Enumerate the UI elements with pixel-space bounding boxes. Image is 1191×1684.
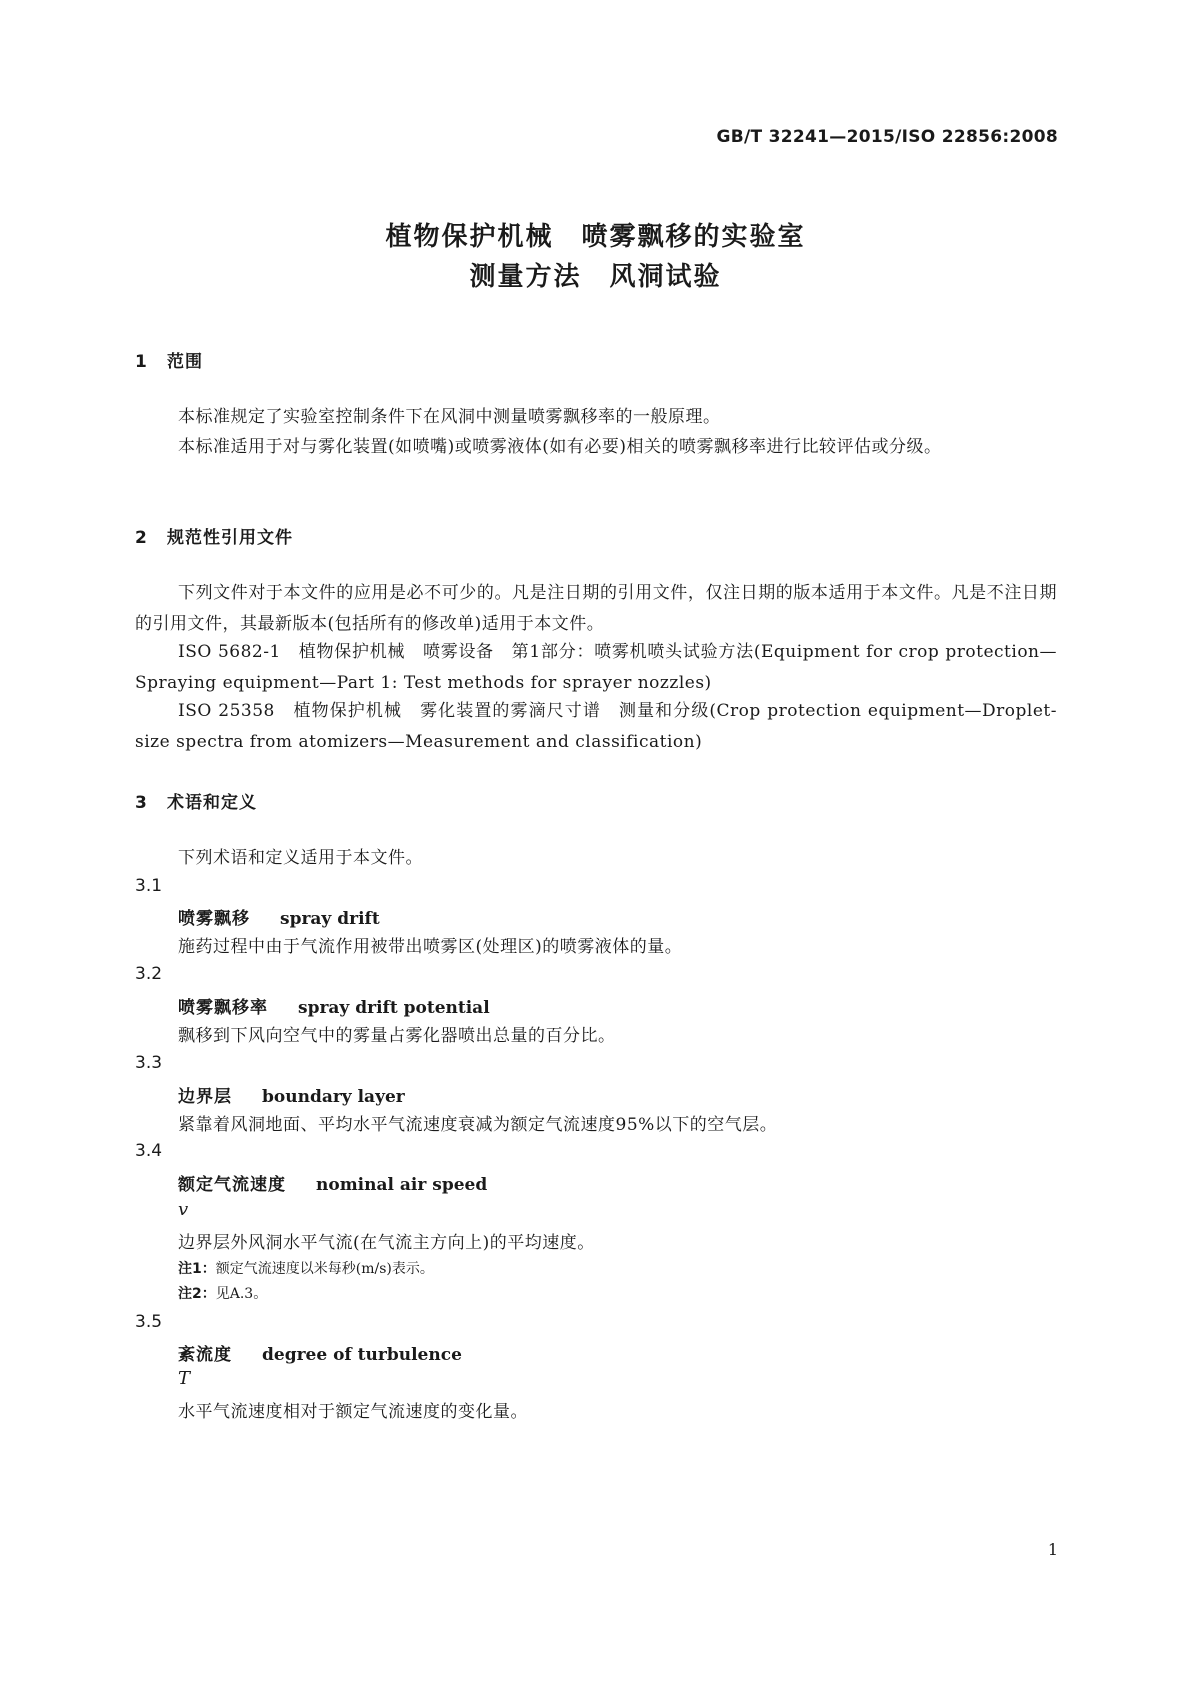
- note-text: 见A.3。: [215, 1286, 268, 1302]
- section-2-heading: [135, 523, 293, 548]
- standard-code: GB/T 32241—2015/ISO 22856:2008: [716, 127, 1058, 147]
- title-line-2: 测量方法 风洞试验: [469, 262, 722, 292]
- section-3-heading: [135, 788, 257, 813]
- term-definition: 紧靠着风洞地面、平均水平气流速度衰减为额定气流速度95%以下的空气层。: [178, 1115, 778, 1135]
- section-title: 术语和定义: [167, 793, 257, 813]
- term-cn: 边界层: [178, 1087, 232, 1107]
- term-definition: 飘移到下风向空气中的雾量占雾化器喷出总量的百分比。: [178, 1026, 616, 1046]
- reference-iso-5682-1: ISO 5682-1 植物保护机械 喷雾设备 第1部分：喷雾机喷头试验方法(Equipment for crop protection—Spraying equipment—Part 1: Test methods for sprayer nozzles): [135, 642, 1057, 693]
- term-number: 3.1: [135, 876, 163, 896]
- term-en: degree of turbulence: [262, 1345, 462, 1365]
- term-en: spray drift: [280, 909, 380, 929]
- section-title: 范围: [167, 352, 203, 372]
- page-number: 1: [1047, 1540, 1058, 1559]
- term-heading: [178, 1082, 405, 1107]
- term-definition: 施药过程中由于气流作用被带出喷雾区(处理区)的喷雾液体的量。: [178, 937, 683, 957]
- term-definition: 边界层外风洞水平气流(在气流主方向上)的平均速度。: [178, 1233, 595, 1253]
- term-cn: 额定气流速度: [178, 1175, 286, 1195]
- note-label: 注2：: [178, 1286, 216, 1302]
- reference-iso-25358: ISO 25358 植物保护机械 雾化装置的雾滴尺寸谱 测量和分级(Crop protection equipment—Droplet-size spectra from atomizers—Measurement and classification): [135, 701, 1057, 752]
- term-en: boundary layer: [262, 1087, 405, 1107]
- section-number: 3: [135, 793, 148, 813]
- term-number: 3.3: [135, 1053, 163, 1073]
- scope-paragraph-2: 本标准适用于对与雾化装置(如喷嘴)或喷雾液体(如有必要)相关的喷雾飘移率进行比较评估或分级。: [178, 437, 942, 457]
- section-1-heading: [135, 347, 203, 372]
- term-number: 3.4: [135, 1141, 163, 1161]
- term-definition: 水平气流速度相对于额定气流速度的变化量。: [178, 1402, 528, 1422]
- section-title: 规范性引用文件: [167, 528, 293, 548]
- term-en: spray drift potential: [298, 998, 490, 1018]
- term-cn: 喷雾飘移率: [178, 998, 268, 1018]
- term-number: 3.5: [135, 1312, 163, 1332]
- term-number: 3.2: [135, 964, 163, 984]
- section-number: 2: [135, 528, 148, 548]
- term-heading: [178, 1340, 462, 1365]
- term-en: nominal air speed: [316, 1175, 488, 1195]
- term-note-2: [178, 1283, 267, 1303]
- term-symbol: T: [178, 1368, 191, 1389]
- title-line-1: 植物保护机械 喷雾飘移的实验室: [385, 222, 806, 252]
- term-cn: 喷雾飘移: [178, 909, 250, 929]
- note-text: 额定气流速度以米每秒(m/s)表示。: [215, 1261, 434, 1277]
- term-heading: [178, 904, 380, 929]
- term-symbol: v: [178, 1199, 189, 1220]
- section-number: 1: [135, 352, 148, 372]
- term-note-1: [178, 1258, 434, 1278]
- note-label: 注1：: [178, 1261, 216, 1277]
- scope-paragraph-1: 本标准规定了实验室控制条件下在风洞中测量喷雾飘移率的一般原理。: [178, 407, 721, 427]
- term-heading: [178, 993, 490, 1018]
- terms-intro: 下列术语和定义适用于本文件。: [178, 848, 423, 868]
- references-intro: 下列文件对于本文件的应用是必不可少的。凡是注日期的引用文件，仅注日期的版本适用于本文件。凡是不注日期的引用文件，其最新版本(包括所有的修改单)适用于本文件。: [135, 583, 1057, 634]
- term-heading: [178, 1170, 487, 1195]
- term-cn: 紊流度: [178, 1345, 232, 1365]
